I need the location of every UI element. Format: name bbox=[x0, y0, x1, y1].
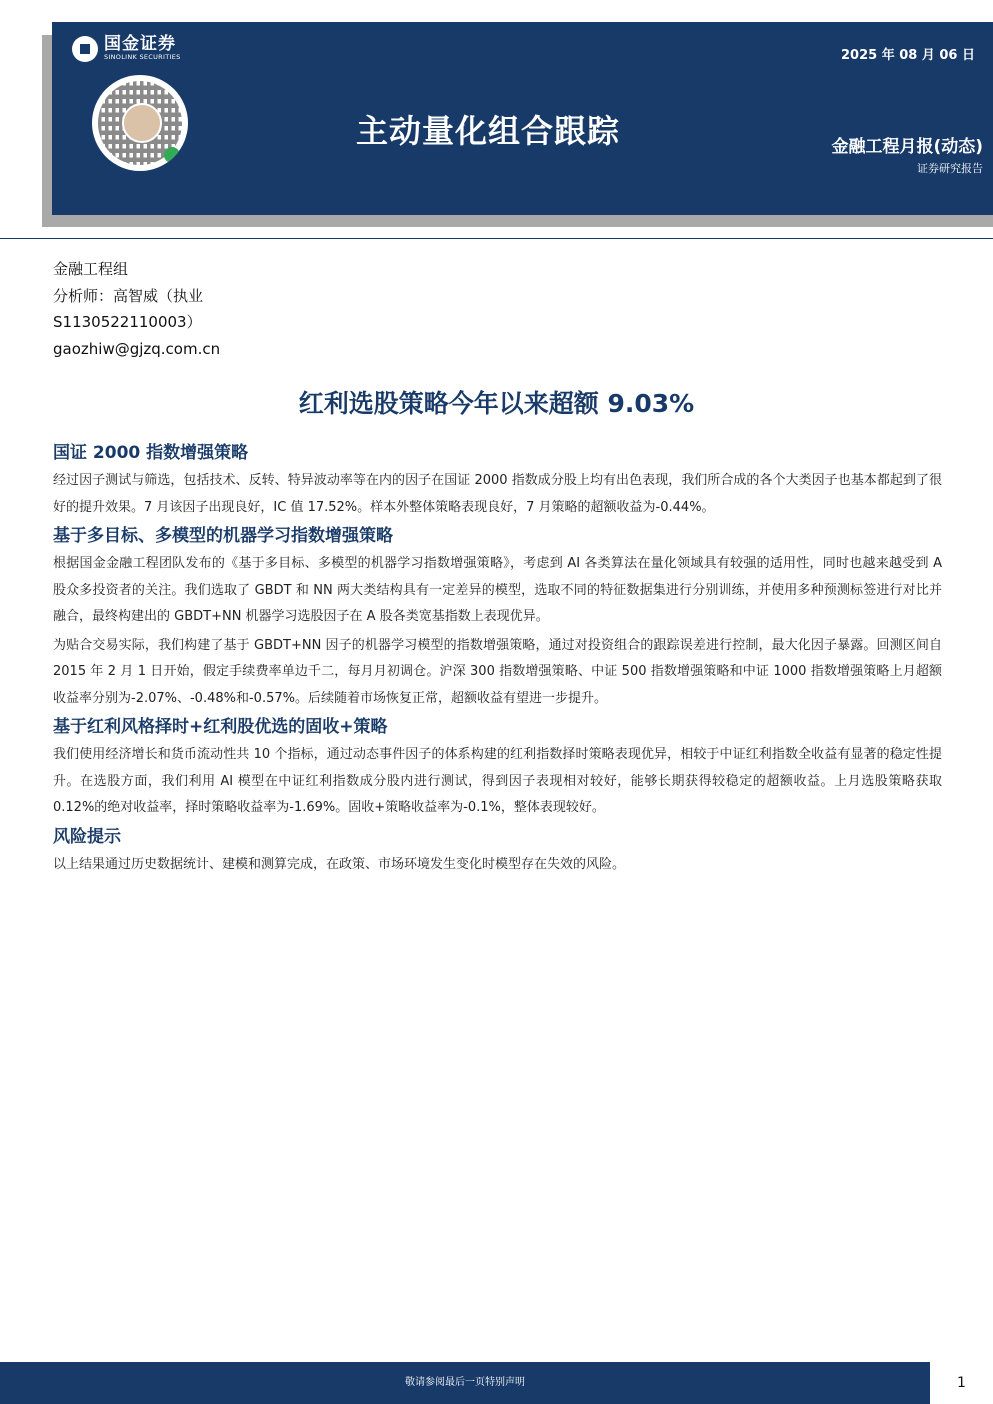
section-heading: 国证 2000 指数增强策略 bbox=[53, 443, 249, 463]
analyst-group: 金融工程组 bbox=[53, 260, 129, 278]
section-heading: 风险提示 bbox=[53, 826, 121, 847]
analyst-name: 分析师：高智威（执业 bbox=[53, 286, 204, 305]
analyst-email[interactable]: gaozhiw@gjzq.com.cn bbox=[53, 339, 221, 358]
report-subtitle: 证券研究报告 bbox=[917, 162, 983, 175]
company-logo bbox=[72, 35, 181, 62]
section-paragraph: 以上结果通过历史数据统计、建模和测算完成，在政策、市场环境发生变化时模型存在失效的风险。 bbox=[53, 856, 626, 872]
section-paragraph: 根据国金金融工程团队发布的《基于多目标、多模型的机器学习指数增强策略》，考虑到 AI 各类算法在量化领域具有较强的适用性，同时也越来越受到 A 股众多投资者的关注。我们选取了 GBDT 和 NN 两大类结构具有一定差异的模型，选取不同的特征数据集进行分别训练，并使用多种预测标签进行对比并融合，最终构建出的 GBDT+NN 机器学习选股因子在 A 股各类宽基指数上表现优异。 bbox=[53, 556, 942, 624]
section-heading: 基于红利风格择时+红利股优选的固收+策略 bbox=[53, 717, 388, 737]
report-title: 主动量化组合跟踪 bbox=[356, 112, 621, 150]
mini-program-icon bbox=[164, 147, 180, 163]
page-number: 1 bbox=[957, 1375, 966, 1391]
report-body bbox=[53, 438, 942, 878]
report-date: 2025 年 08 月 06 日 bbox=[841, 48, 975, 63]
logo-cn-text: 国金证券 bbox=[104, 34, 176, 54]
header-divider bbox=[0, 238, 993, 239]
section-paragraph: 为贴合交易实际，我们构建了基于 GBDT+NN 因子的机器学习模型的指数增强策略，通过对投资组合的跟踪误差进行控制，最大化因子暴露。回测区间自 2015 年 2 月 1 日开始，假定手续费率单边千二，每月月初调仓。沪深 300 指数增强策略、中证 500 指数增强策略和中证 1000 指数增强策略上月超额收益率分别为-2.07%、-0.48%和-0.57%。后续随着市场恢复正常，超额收益有望进一步提升。 bbox=[53, 637, 942, 706]
logo-icon bbox=[72, 36, 98, 62]
report-headline: 红利选股策略今年以来超额 9.03% bbox=[298, 389, 695, 418]
qr-code-icon bbox=[92, 75, 188, 171]
analyst-info bbox=[53, 256, 220, 362]
section-heading: 基于多目标、多模型的机器学习指数增强策略 bbox=[53, 526, 393, 546]
section-paragraph: 我们使用经济增长和货币流动性共 10 个指标，通过动态事件因子的体系构建的红利指数择时策略表现优异，相较于中证红利指数全收益有显著的稳定性提升。在选股方面，我们利用 AI 模型在中证红利指数成分股内进行测试，得到因子表现相对较好，能够长期获得较稳定的超额收益。上月选股策略获取 0.12%的绝对收益率，择时策略收益率为-1.69%。固收+策略收益率为-0.1%，整体表现较好。 bbox=[53, 747, 942, 815]
section-paragraph: 经过因子测试与筛选，包括技术、反转、特异波动率等在内的因子在国证 2000 指数成分股上均有出色表现，我们所合成的各个大类因子也基本都起到了很好的提升效果。7 月该因子出现良好，IC 值 17.52%。样本外整体策略表现良好，7 月策略的超额收益为-0.44%。 bbox=[53, 473, 942, 515]
report-type: 金融工程月报(动态) bbox=[831, 137, 983, 157]
analyst-license: S1130522110003） bbox=[53, 313, 202, 331]
footer-disclaimer: 敬请参阅最后一页特别声明 bbox=[405, 1377, 525, 1388]
logo-en-text: SINOLINK SECURITIES bbox=[104, 53, 181, 61]
